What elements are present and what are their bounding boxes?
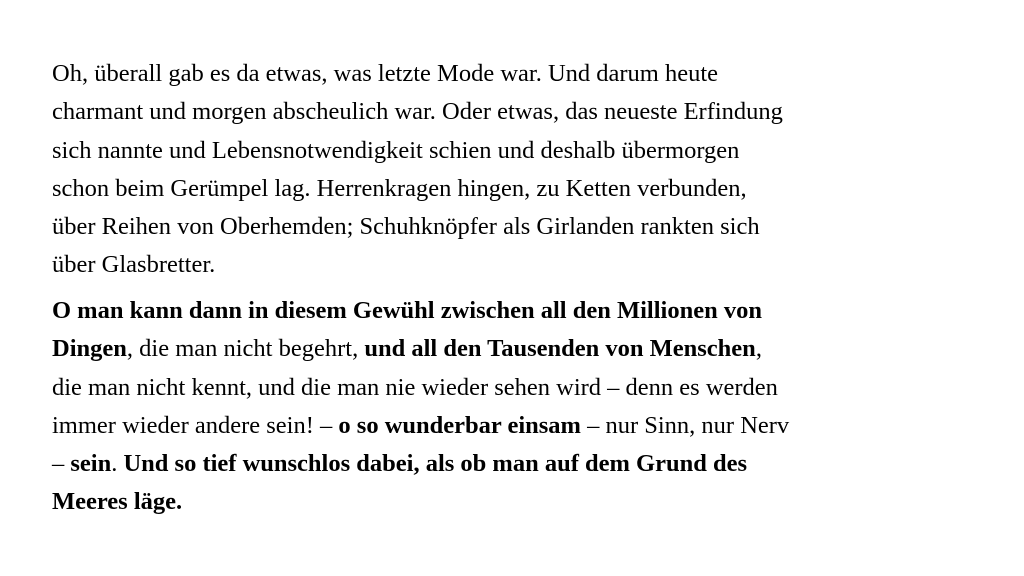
bold-segment-1: O man kann dann in diesem Gewühl zwischen all den Millionen von Dingen — [52, 297, 762, 363]
paragraph-1: Oh, überall gab es da etwas, was letzte Mode war. Und darum heute charmant und morgen abscheulich war. Oder etwas, das neueste Erfindung sich nannte und Lebensnotwendigkeit schien und deshalb übermorgen schon beim Gerümpel lag. Herrenkragen hingen, zu Ketten verbunden, über Reihen von Oberhemden; Schuhknöpfer als Girlanden rankten sich über Glasbretter. — [52, 60, 783, 279]
plain-segment-2: , die man nicht kennt, und die man nie wieder sehen wird – denn es werden immer wieder andere sein! – — [52, 335, 778, 439]
bold-segment-2: und all den Tausenden von Menschen — [364, 335, 756, 363]
bold-segment-5: Und so tief wunschlos dabei, als ob man auf dem Grund des Meeres läge. — [52, 450, 747, 516]
plain-segment-4: . — [111, 450, 124, 478]
paragraph-2 — [52, 292, 972, 522]
bold-segment-3: o so wunderbar einsam — [338, 411, 581, 439]
plain-segment-3: – nur Sinn, nur Nerv – — [52, 411, 790, 478]
plain-segment-1: , die man nicht begehrt, — [126, 335, 365, 363]
bold-segment-4: sein — [70, 450, 112, 478]
